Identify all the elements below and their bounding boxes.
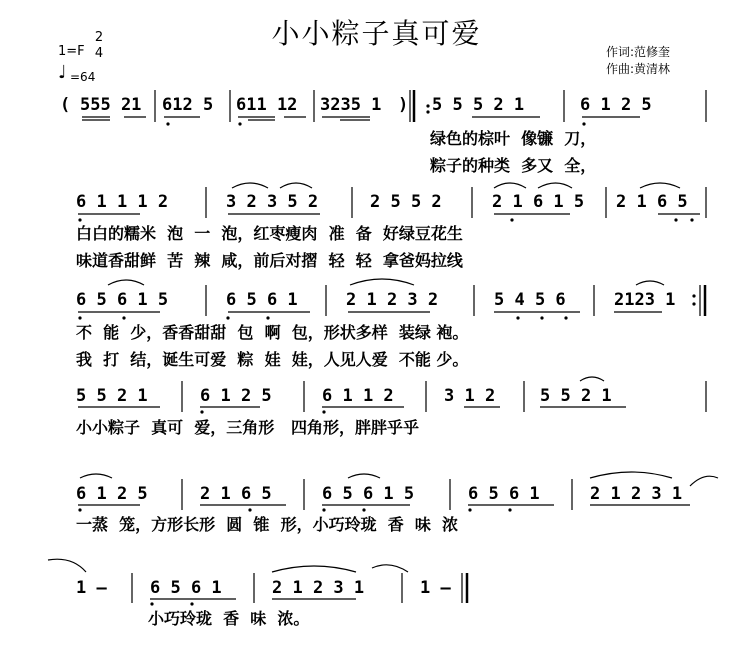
measure: 6 1 1 1 2: [76, 192, 169, 212]
measure: 2 1 6 5: [616, 192, 688, 212]
lyricist-credit: 作词:范修奎: [606, 45, 671, 59]
open-paren: (: [60, 95, 71, 115]
key-signature: 1=F: [58, 44, 85, 59]
composer-credit: 作曲:黄清林: [606, 62, 671, 76]
measure: 2123 1: [614, 290, 676, 310]
measure: 5 4 5 6: [494, 290, 566, 310]
measure: 1 –: [76, 578, 107, 598]
lyrics-verse1: 小小粽子 真可 爱，三角形 四角形，胖胖乎乎: [76, 418, 419, 437]
measure: 3 1 2: [444, 386, 496, 406]
time-signature-top: 2: [94, 30, 104, 45]
measure: 6 5 6 1 5: [322, 484, 415, 504]
quarter-note-icon: ♩: [58, 62, 67, 83]
lyrics-verse2: 我 打 结，诞生可爱 粽 娃 娃，人见人爱 不能 少。: [76, 350, 469, 369]
measure: 5 5 2 1: [76, 386, 148, 406]
measure: 555 21: [80, 95, 142, 115]
measure: 5 5 2 1: [540, 386, 612, 406]
measure: 6 5 6 1: [150, 578, 222, 598]
measure: 6 1 2 5: [200, 386, 272, 406]
lyrics-verse2: 味道香甜鲜 苦 辣 咸，前后对摺 轻 轻 拿爸妈拉线: [76, 251, 463, 270]
song-title: 小小粽子真可爱: [271, 17, 482, 50]
measure: 5 5 5 2 1: [432, 95, 525, 115]
close-paren: ): [398, 95, 409, 115]
time-signature-bottom: 4: [94, 46, 104, 61]
measure: 6 5 6 1: [226, 290, 298, 310]
measure: 2 1 6 5: [200, 484, 272, 504]
lyrics-verse1: 小巧玲珑 香 味 浓。: [148, 609, 310, 628]
measure: 6 5 6 1: [468, 484, 540, 504]
lyrics-verse1: 不 能 少，香香甜甜 包 啊 包，形状多样 装绿 袍。: [76, 323, 469, 342]
measure: 6 1 2 5: [76, 484, 148, 504]
measure: 6 1 1 2: [322, 386, 394, 406]
tempo-marking: =64: [70, 70, 96, 84]
measure: 612 5: [162, 95, 214, 115]
measure: 2 1 2 3 1: [590, 484, 683, 504]
measure: 611 12: [236, 95, 298, 115]
measure: 3 2 3 5 2: [226, 192, 319, 212]
measure: 2 1 2 3 1: [272, 578, 365, 598]
lyrics-verse1: 一蒸 笼，方形长形 圆 锥 形，小巧玲珑 香 味 浓: [76, 515, 458, 534]
lyrics-verse1: 白白的糯米 泡 一 泡，红枣瘦肉 准 备 好绿豆花生: [76, 224, 463, 243]
measure: 2 5 5 2: [370, 192, 442, 212]
measure: 6 1 2 5: [580, 95, 652, 115]
measure: 2 1 6 1 5: [492, 192, 585, 212]
lyrics-verse1: 绿色的棕叶 像镰 刀，: [430, 129, 597, 148]
measure: 3235 1: [320, 95, 382, 115]
measure: 1 –: [420, 578, 451, 598]
lyrics-verse2: 粽子的种类 多又 全，: [430, 156, 597, 175]
measure: 2 1 2 3 2: [346, 290, 439, 310]
measure: 6 5 6 1 5: [76, 290, 169, 310]
